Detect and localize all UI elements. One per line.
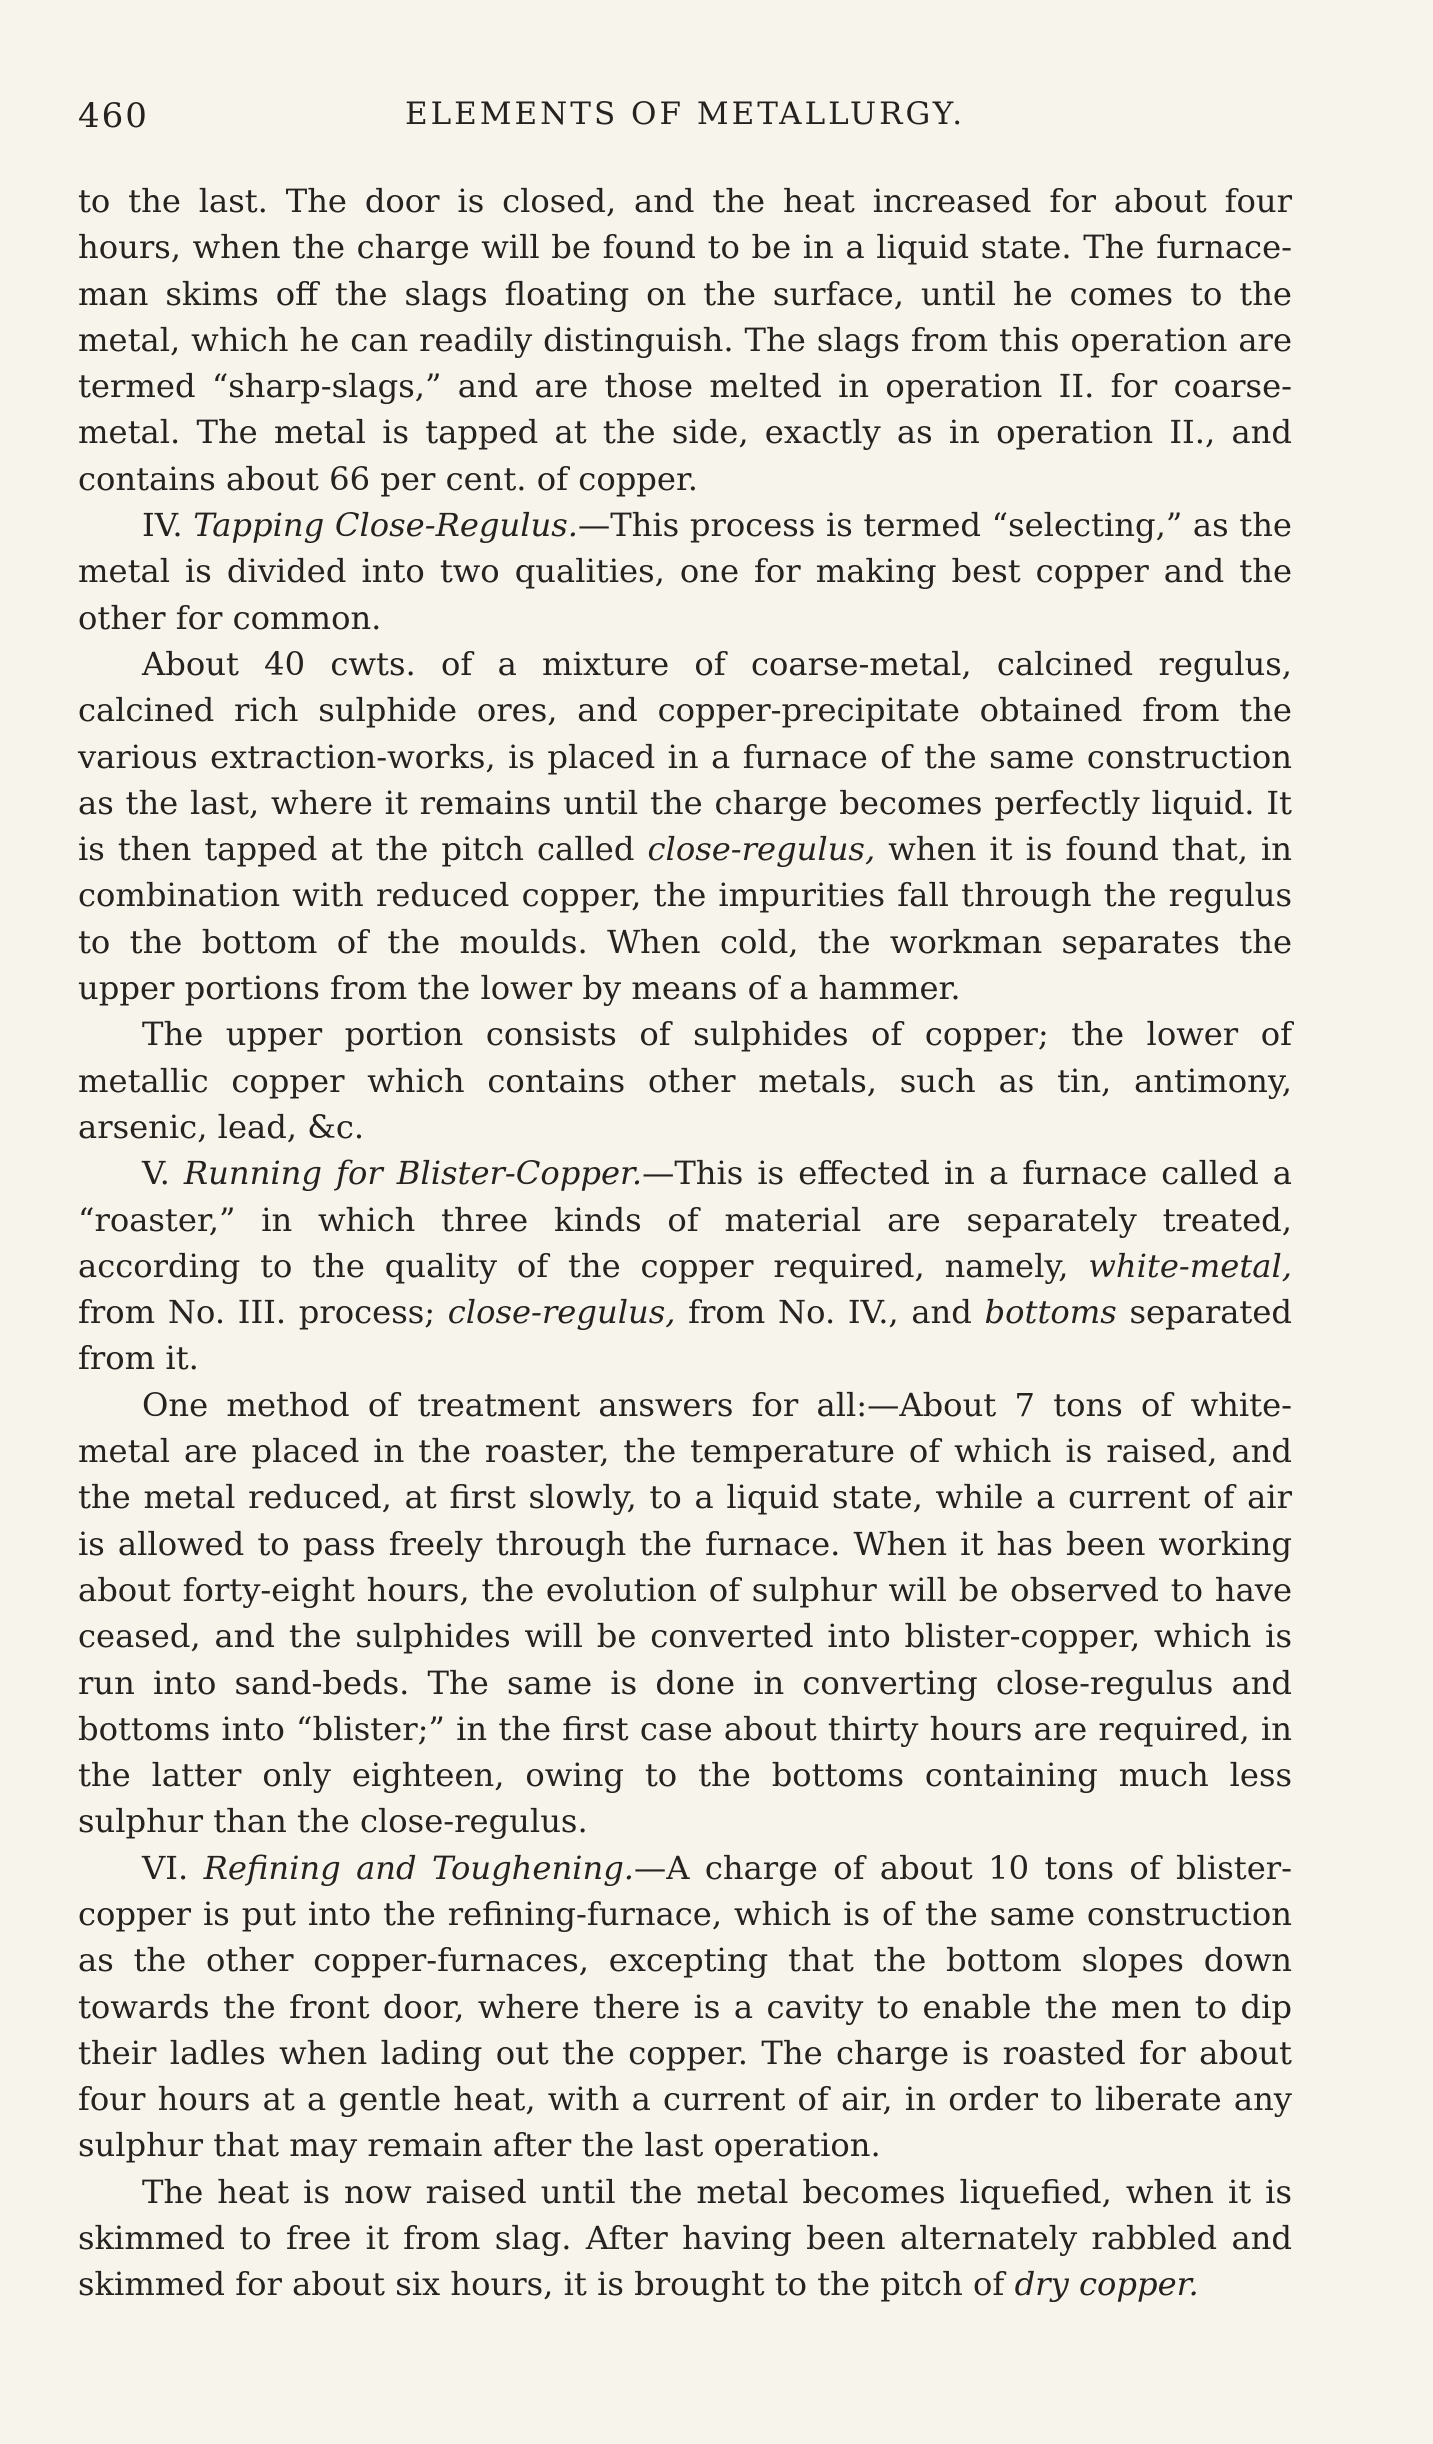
section-heading: Tapping Close-Regulus.	[193, 506, 578, 545]
book-page	[78, 96, 1292, 2308]
paragraph-text: —This process is termed “selecting,” as the metal is divided into two qualities, one for making best copper and the other for common.	[78, 506, 1292, 637]
italic-term: dry copper.	[1014, 2265, 1199, 2304]
italic-term: white-metal,	[1088, 1246, 1292, 1285]
page-number: 460	[78, 96, 149, 136]
paragraph-dry-copper	[78, 2169, 1292, 2308]
section-heading: Running for Blister-Copper.	[183, 1154, 643, 1193]
paragraph-text: to the last. The door is closed, and the heat increased for about four hours, when the charge will be found to be in a liquid state. The furnace-man skims off the slags floating on the surface, until he comes to the metal, which he can readily distinguish. The slags from this operation are termed “sharp-slags,” and are those melted in operation II. for coarse-metal. The metal is tapped at the side, exactly as in operation II., and contains about 66 per cent. of copper.	[78, 182, 1292, 498]
paragraph-text: —This is effected in a furnace called a “roaster,” in which three kinds of material are separately treated, according to the quality of the copper required, namely,	[78, 1154, 1292, 1285]
section-numeral: IV.	[142, 506, 183, 545]
paragraph-text: when it is found that, in combination with reduced copper, the impurities fall through the regulus to the bottom of the moulds. When cold, the workman separates the upper portions from the lower by means of a hammer.	[78, 830, 1292, 1008]
section-numeral: VI.	[142, 1848, 189, 1887]
paragraph-text: The heat is now raised until the metal becomes liquefied, when it is skimmed to free it from slag. After having been alternately rabbled and skimmed for about six hours, it is brought to the pitch of	[78, 2172, 1292, 2304]
body-text	[78, 178, 1292, 2308]
italic-term: bottoms	[984, 1293, 1117, 1332]
paragraph-text: from No. III. process;	[78, 1293, 448, 1332]
section-heading: Refining and Toughening.	[203, 1848, 635, 1887]
paragraph-text: About 40 cwts. of a mixture of coarse-metal, calcined regulus, calcined rich sulphide ores, and copper-precipitate obtained from the various extraction-works, is placed in a furnace of the same construction as the last, where it remains until the charge becomes perfectly liquid. It is then tapped at the pitch called	[78, 644, 1292, 869]
paragraph-text: The upper portion consists of sulphides of copper; the lower of metallic copper which contains other metals, such as tin, antimony, arsenic, lead, &c.	[78, 1015, 1292, 1146]
section-numeral: V.	[142, 1154, 170, 1193]
italic-term: close-regulus,	[447, 1293, 676, 1332]
paragraph-text: One method of treatment answers for all:—About 7 tons of white-metal are placed in the roaster, the temperature of which is raised, and the metal reduced, at first slowly, to a liquid state, while a current of air is allowed to pass freely through the furnace. When it has been working about forty-eight hours, the evolution of sulphur will be observed to have ceased, and the sulphides will be converted into blister-copper, which is run into sand-beds. The same is done in converting close-regulus and bottoms into “blister;” in the first case about thirty hours are required, in the latter only eighteen, owing to the bottoms containing much less sulphur than the close-regulus.	[78, 1385, 1292, 1841]
paragraph-treatment-method	[78, 1382, 1292, 1845]
paragraph-section-vi	[78, 1845, 1292, 2169]
paragraph-text: —A charge of about 10 tons of blister-copper is put into the refining-furnace, which is of the same construction as the other copper-furnaces, excepting that the bottom slopes down towards the front door, where there is a cavity to enable the men to dip their ladles when lading out the copper. The charge is roasted for about four hours at a gentle heat, with a current of air, in order to liberate any sulphur that may remain after the last operation.	[78, 1848, 1293, 2165]
paragraph-close-regulus-process	[78, 641, 1292, 1011]
paragraph-text: from No. IV., and	[675, 1293, 985, 1332]
italic-term: close-regulus,	[647, 830, 876, 869]
paragraph-continued-from-previous-page	[78, 178, 1292, 502]
paragraph-section-v	[78, 1150, 1292, 1381]
paragraph-text: separated from it.	[78, 1293, 1293, 1378]
paragraph-upper-lower-portions	[78, 1011, 1292, 1150]
paragraph-section-iv	[78, 502, 1292, 641]
running-head	[78, 96, 1292, 156]
running-title: ELEMENTS OF METALLURGY.	[404, 96, 966, 132]
